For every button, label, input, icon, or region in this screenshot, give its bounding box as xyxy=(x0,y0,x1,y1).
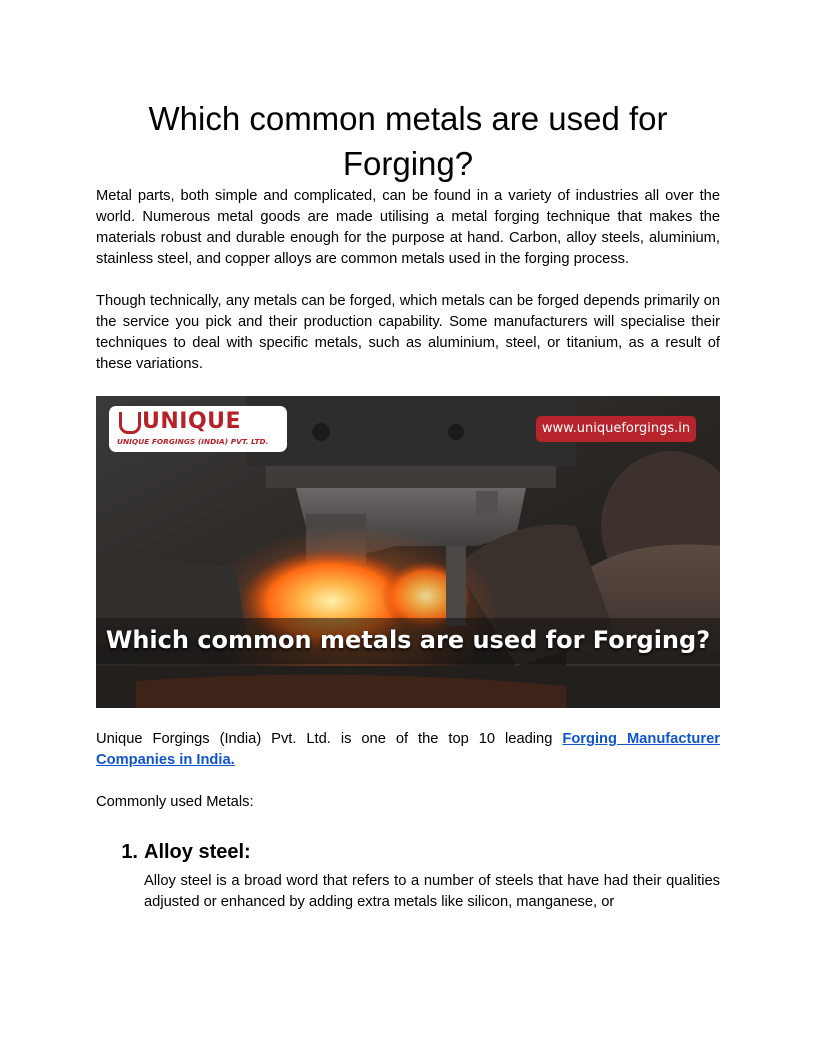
section-text-alloy-steel: Alloy steel is a broad word that refers to a number of steels that have had their qualities adjusted or enhanced by adding extra metals like silicon, manganese, or xyxy=(144,873,720,910)
paragraph-spacer xyxy=(96,771,720,792)
forging-manufacturer-link[interactable]: Forging Manufacturer Companies in India. xyxy=(96,731,720,768)
intro-paragraph-1: Metal parts, both simple and complicated, can be found in a variety of industries all over the world. Numerous metal goods are made utilising a metal forging technique that makes the materials robust and durable enough for the purpose at hand. Carbon, alloy steels, aluminium, stainless steel, and copper alloys are common metals used in the forging process. xyxy=(96,188,720,267)
website-url-badge: www.uniqueforgings.in xyxy=(536,416,696,442)
list-intro: Commonly used Metals: xyxy=(96,794,254,810)
company-logo xyxy=(109,406,287,452)
logo-u-icon xyxy=(119,412,141,434)
page-title: Which common metals are used for Forging? xyxy=(148,100,668,182)
section-spacer xyxy=(96,813,720,837)
section-heading-alloy-steel xyxy=(96,837,720,867)
paragraph-spacer xyxy=(96,708,720,729)
banner-image xyxy=(96,396,720,708)
logo-name: UNIQUE xyxy=(142,409,242,434)
section-number: 1. xyxy=(121,841,138,863)
company-sentence: Unique Forgings (India) Pvt. Ltd. is one of the top 10 leading xyxy=(96,731,553,747)
logo-subtitle: UNIQUE FORGINGS (INDIA) PVT. LTD. xyxy=(117,437,269,446)
paragraph-spacer xyxy=(96,270,720,291)
intro-paragraph-2: Though technically, any metals can be forged, which metals can be forged depends primarily on the service you pick and their production capability. Some manufacturers will specialise their techniques to deal with specific metals, such as aluminium, steel, or titanium, as a result of these variations. xyxy=(96,293,720,372)
section-title: Alloy steel: xyxy=(144,841,251,863)
company-paragraph xyxy=(96,729,720,771)
banner-caption: Which common metals are used for Forging? xyxy=(105,626,711,654)
document-page xyxy=(96,96,720,913)
